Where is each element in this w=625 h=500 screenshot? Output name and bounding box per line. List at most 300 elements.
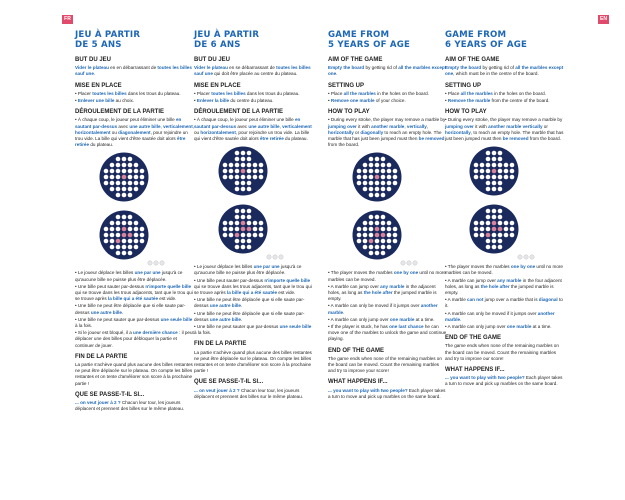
board-hole — [492, 227, 497, 232]
board-hole — [128, 245, 133, 250]
board-hole — [387, 163, 392, 168]
board-hole — [140, 181, 145, 186]
heading-end: FIN DE LA PARTIE — [75, 353, 128, 360]
heading-what-if: QUE SE PASSE-T-IL SI... — [75, 391, 145, 398]
board-hole — [247, 215, 252, 220]
board-hole — [363, 163, 368, 168]
board-hole — [363, 221, 368, 226]
heading-goal: AIM OF THE GAME — [445, 57, 500, 63]
board-hole — [504, 227, 509, 232]
board-hole — [480, 163, 485, 168]
board-hole — [122, 187, 127, 192]
board-hole — [247, 163, 252, 168]
board-hole — [128, 169, 133, 174]
heading-what-if: WHAT HAPPENS IF... — [445, 367, 505, 374]
board-hole — [480, 227, 485, 232]
board-hole — [498, 181, 503, 186]
board-hole — [381, 221, 386, 226]
board-hole — [223, 221, 228, 226]
board-hole — [381, 163, 386, 168]
board-hole — [492, 151, 497, 156]
marble — [413, 261, 417, 265]
board-hole — [104, 227, 109, 232]
marbles-icon — [266, 254, 286, 260]
board-hole — [241, 175, 246, 180]
board-hole — [369, 221, 374, 226]
setup-item: • Place all the marbles in the holes on the board. — [445, 90, 546, 96]
board-hole — [492, 187, 497, 192]
board-hole — [235, 175, 240, 180]
column-en-5 — [328, 30, 448, 401]
board-hole — [474, 233, 479, 238]
marbles-icon — [400, 260, 420, 266]
board-hole — [369, 251, 374, 256]
marble — [148, 261, 152, 265]
board-hole — [480, 169, 485, 174]
board-hole — [235, 181, 240, 186]
board-hole — [486, 169, 491, 174]
play-text: • During every stroke, the player may remove a marble by jumping over it with another marble vertically or horizontally, to reach an empty hole. The marble that has just been jumped must then be removed from the board. — [445, 117, 564, 142]
board-hole — [498, 163, 503, 168]
board-hole — [492, 169, 497, 174]
heading-setup: SETTING UP — [445, 82, 482, 89]
board-hole — [116, 157, 121, 162]
board-hole — [122, 239, 127, 244]
board-hole — [486, 245, 491, 250]
board-illustration — [445, 146, 565, 260]
marble — [401, 261, 405, 265]
board-hole — [223, 169, 228, 174]
what-if-text: ... you want to play with two people? Each player takes a turn to move and pick up marbles on the same board. — [445, 375, 563, 387]
play-text: • À chaque coup, le joueur peut éliminer une bille en sautant par-dessus avec une autre bille, verticalement, horizontalement ou diagonalement, pour rejoindre un trou vide. La bille qui vient d'être sautée doit alors être retirée du plateau. — [75, 117, 195, 148]
board-hole — [128, 239, 133, 244]
board-hole — [259, 175, 264, 180]
board-hole — [357, 233, 362, 238]
board-hole — [375, 221, 380, 226]
section-title: JEU À PARTIR DE 6 ANS — [194, 30, 260, 50]
board-hole — [241, 233, 246, 238]
rule-item: • A marble can only jump over one marble at a time. — [328, 316, 435, 322]
board-hole — [229, 233, 234, 238]
board-hole — [134, 169, 139, 174]
board-hole — [510, 169, 515, 174]
board-hole — [140, 227, 145, 232]
marbles-icon — [147, 260, 167, 266]
rule-item: • Si le joueur est bloqué, il a une dernière chance : il peut déplacer une des billes pour débloquer la partie et continuer de jouer. — [75, 330, 194, 348]
board-hole — [223, 233, 228, 238]
heading-end: FIN DE LA PARTIE — [194, 341, 247, 348]
setup-item: • Placer toutes les billes dans les trous du plateau. — [194, 90, 300, 96]
board-hole — [375, 187, 380, 192]
board-hole — [128, 227, 133, 232]
marble — [524, 255, 528, 259]
board-hole — [486, 181, 491, 186]
board-hole — [253, 227, 258, 232]
board-hole — [247, 175, 252, 180]
board-hole — [486, 157, 491, 162]
board-hole — [486, 151, 491, 156]
board-hole — [498, 169, 503, 174]
rule-item: • A marble can only jump over one marble at a time. — [445, 324, 552, 330]
board-hole — [128, 215, 133, 220]
board-hole — [492, 221, 497, 226]
board-hole — [140, 175, 145, 180]
board-hole — [369, 175, 374, 180]
board-hole — [122, 227, 127, 232]
board-hole — [241, 181, 246, 186]
board-hole — [363, 245, 368, 250]
board-hole — [229, 221, 234, 226]
setup-item: • Remove the marble from the centre of the board. — [445, 98, 550, 104]
board-hole — [134, 227, 139, 232]
board-hole — [110, 175, 115, 180]
board-hole — [375, 251, 380, 256]
board-hole — [122, 233, 127, 238]
board-hole — [387, 181, 392, 186]
rule-item: • The player moves the marbles one by one until no more marbles can be moved. — [445, 264, 563, 276]
board-hole — [110, 187, 115, 192]
board-illustration — [194, 146, 314, 260]
board-hole — [357, 227, 362, 232]
heading-goal: BUT DU JEU — [194, 57, 231, 63]
board-hole — [134, 245, 139, 250]
board-hole — [235, 215, 240, 220]
section-title: GAME FROM 5 YEARS OF AGE — [328, 30, 411, 50]
page-tab-fr: FR — [62, 15, 73, 24]
heading-play: DÉROULEMENT DE LA PARTIE — [194, 109, 284, 116]
play-text: • During every stroke, the player may remove a marble by jumping over it with another marble, vertically, horizontally or diagonally to reach an empty hole. The marble that has just been jumped must then be removed from the board. — [328, 117, 446, 148]
board-hole — [375, 163, 380, 168]
board-hole — [492, 209, 497, 214]
board-hole — [247, 245, 252, 250]
board-hole — [128, 157, 133, 162]
board-hole — [122, 215, 127, 220]
board-hole — [116, 175, 121, 180]
board-hole — [116, 169, 121, 174]
board-hole — [357, 181, 362, 186]
board-hole — [229, 163, 234, 168]
board-hole — [486, 163, 491, 168]
board-hole — [393, 181, 398, 186]
board-hole — [235, 221, 240, 226]
board-hole — [387, 175, 392, 180]
rule-item: • A marble can only be moved if it jumps over another marble. — [445, 310, 555, 322]
board-hole — [235, 157, 240, 162]
board-hole — [498, 215, 503, 220]
board-hole — [241, 209, 246, 214]
board-hole — [393, 227, 398, 232]
board-hole — [229, 227, 234, 232]
board-hole — [375, 181, 380, 186]
rule-item: • Une bille peut sauter par-dessus n'importe quelle bille qui se trouve dans les trous adjacents, tant que le trou qui se trouve après la bille qui a été sautée est vide. — [75, 283, 193, 302]
rule-item: • Le joueur déplace les billes une par une jusqu'à ce qu'aucune bille ne puisse plus être déplacée. — [75, 270, 183, 282]
setup-item: • Place all the marbles in the holes on the board. — [328, 90, 429, 96]
rule-item: • If the player is stuck, he has one last chance he can move one of the marbles to unlock the game and continue playing. — [328, 324, 447, 342]
rule-item: • Une bille peut sauter par-dessus n'importe quelle bille qui se trouve dans les trous adjacents, tant que le trou qui se trouve après la bille qui a été sautée est vide. — [194, 277, 312, 296]
board-hole — [369, 215, 374, 220]
board-hole — [110, 163, 115, 168]
board-bottom — [99, 210, 149, 260]
board-hole — [492, 163, 497, 168]
board-hole — [134, 187, 139, 192]
board-hole — [140, 169, 145, 174]
board-hole — [375, 239, 380, 244]
board-hole — [122, 251, 127, 256]
board-hole — [498, 157, 503, 162]
board-top — [218, 146, 268, 196]
marble — [407, 261, 411, 265]
board-hole — [122, 193, 127, 198]
heading-setup: MISE EN PLACE — [194, 82, 241, 89]
rule-item: • Une bille ne peut être déplacée que si elle saute par-dessus une autre bille. — [194, 310, 305, 322]
board-hole — [122, 181, 127, 186]
board-illustration — [75, 152, 195, 266]
board-hole — [375, 245, 380, 250]
board-hole — [369, 187, 374, 192]
board-hole — [492, 181, 497, 186]
section-title: JEU À PARTIR DE 5 ANS — [75, 30, 141, 50]
heading-end: END OF THE GAME — [445, 335, 502, 342]
heading-end: END OF THE GAME — [328, 347, 385, 354]
setup-item: • Enlever une bille au choix. — [75, 98, 135, 104]
board-hole — [363, 175, 368, 180]
rule-item: • The player moves the marbles one by one until no more marbles can be moved. — [328, 270, 446, 282]
board-hole — [116, 193, 121, 198]
board-hole — [247, 157, 252, 162]
rule-item: • A marble can jump over any marble in the four adjacent holes, as long as the hole after the jumped marble is empty. — [445, 277, 562, 296]
board-hole — [369, 181, 374, 186]
marble — [279, 255, 283, 259]
board-hole — [474, 163, 479, 168]
board-hole — [253, 163, 258, 168]
board-hole — [510, 233, 515, 238]
board-hole — [235, 187, 240, 192]
board-hole — [128, 181, 133, 186]
board-hole — [381, 215, 386, 220]
board-hole — [486, 233, 491, 238]
column-fr-6 — [194, 30, 314, 401]
board-hole — [140, 233, 145, 238]
board-top — [99, 152, 149, 202]
board-bottom — [218, 204, 268, 254]
board-hole — [393, 233, 398, 238]
board-hole — [369, 163, 374, 168]
board-hole — [253, 221, 258, 226]
board-hole — [122, 169, 127, 174]
board-hole — [357, 175, 362, 180]
rule-item: • Une bille ne peut être déplacée que si elle saute par-dessus une autre bille. — [194, 297, 305, 309]
board-hole — [247, 227, 252, 232]
board-hole — [486, 227, 491, 232]
board-hole — [235, 239, 240, 244]
board-hole — [235, 233, 240, 238]
board-hole — [235, 163, 240, 168]
board-hole — [116, 227, 121, 232]
board-hole — [134, 233, 139, 238]
board-hole — [510, 221, 515, 226]
board-hole — [393, 239, 398, 244]
board-hole — [498, 239, 503, 244]
board-hole — [259, 221, 264, 226]
board-hole — [134, 181, 139, 186]
board-hole — [128, 193, 133, 198]
heading-what-if: WHAT HAPPENS IF... — [328, 379, 388, 386]
board-hole — [110, 169, 115, 174]
board-hole — [510, 163, 515, 168]
board-hole — [498, 227, 503, 232]
board-hole — [369, 169, 374, 174]
board-hole — [128, 175, 133, 180]
heading-what-if: QUE SE PASSE-T-IL SI... — [194, 379, 264, 386]
board-top — [352, 152, 402, 202]
board-hole — [134, 239, 139, 244]
play-text: • À chaque coup, le joueur peut éliminer une bille en sautant par-dessus avec une autre bille, verticalement ou horizontalement, pour rejoindre un trou vide. La bille qui vient d'être sautée doit alors être retirée du plateau. — [194, 117, 312, 142]
board-hole — [247, 181, 252, 186]
goal-text: Vider le plateau en se débarrassant de toutes les billes sauf une qui doit être placée au centre du plateau. — [194, 65, 311, 77]
board-hole — [486, 221, 491, 226]
board-hole — [369, 239, 374, 244]
board-hole — [247, 151, 252, 156]
what-if-text: ... on veut jouer à 2 ? Chacun leur tour, les joueurs déplacent et prennent des billes sur le même plateau. — [75, 400, 185, 412]
board-hole — [480, 233, 485, 238]
page-tab-en: EN — [598, 15, 609, 24]
board-hole — [474, 169, 479, 174]
board-hole — [259, 227, 264, 232]
board-hole — [474, 221, 479, 226]
end-text: The game ends when none of the remaining marbles on the board can be moved. Count the remaining marbles and try to improve your score! — [328, 355, 442, 374]
what-if-text: ... you want to play with two people? Each player takes a turn to move and pick up marbles on the same board. — [328, 387, 446, 399]
board-hole — [474, 175, 479, 180]
goal-text: Empty the board by getting rid of all the marbles except one, which must be in the centre of the board. — [445, 65, 564, 77]
board-bottom — [352, 210, 402, 260]
board-hole — [247, 233, 252, 238]
rule-item: • Une bille ne peut sauter que par-dessus une seule bille à la fois. — [194, 324, 312, 336]
board-hole — [375, 215, 380, 220]
board-hole — [381, 245, 386, 250]
marble — [154, 261, 158, 265]
heading-goal: AIM OF THE GAME — [328, 57, 383, 63]
board-hole — [363, 227, 368, 232]
marble — [518, 255, 522, 259]
board-hole — [387, 187, 392, 192]
rule-item: • Une bille ne peut sauter que par-dessus une seule bille à la fois. — [75, 316, 193, 329]
board-hole — [110, 245, 115, 250]
board-hole — [122, 221, 127, 226]
board-hole — [363, 239, 368, 244]
board-hole — [363, 187, 368, 192]
board-hole — [498, 209, 503, 214]
marbles-icon — [517, 254, 537, 260]
board-hole — [116, 187, 121, 192]
board-hole — [235, 245, 240, 250]
board-hole — [375, 157, 380, 162]
board-hole — [229, 175, 234, 180]
board-hole — [259, 169, 264, 174]
board-hole — [492, 175, 497, 180]
column-en-6 — [445, 30, 565, 389]
board-hole — [486, 239, 491, 244]
board-hole — [393, 175, 398, 180]
board-hole — [387, 221, 392, 226]
goal-text: Vider le plateau en en débarrassant de toutes les billes sauf une. — [75, 65, 192, 77]
board-hole — [247, 239, 252, 244]
board-hole — [223, 163, 228, 168]
board-hole — [510, 227, 515, 232]
board-illustration — [328, 152, 448, 266]
board-hole — [116, 233, 121, 238]
board-hole — [110, 227, 115, 232]
heading-setup: MISE EN PLACE — [75, 82, 122, 89]
board-hole — [492, 157, 497, 162]
board-hole — [229, 169, 234, 174]
board-hole — [498, 233, 503, 238]
board-hole — [492, 233, 497, 238]
heading-play: HOW TO PLAY — [445, 109, 487, 116]
what-if-text: ... on veut jouer à 2 ? Chacun leur tour, les joueurs déplacent et prennent des billes sur le même plateau. — [194, 387, 304, 399]
board-hole — [492, 245, 497, 250]
board-hole — [235, 227, 240, 232]
rule-item: • A marble can jump over any marble in the adjacent holes, as long as the hole after the jumped marble is empty. — [328, 283, 437, 302]
board-hole — [387, 169, 392, 174]
heading-goal: BUT DU JEU — [75, 57, 112, 63]
section-title: GAME FROM 6 YEARS OF AGE — [445, 30, 528, 50]
board-hole — [480, 221, 485, 226]
heading-play: HOW TO PLAY — [328, 109, 370, 116]
board-hole — [247, 187, 252, 192]
board-hole — [241, 227, 246, 232]
board-hole — [122, 175, 127, 180]
end-text: La partie s'achève quand plus aucune des billes restantes ne peut être déplacée sur le plateau. On compte les billes restantes et on tente d'améliorer son score à la prochaine partie ! — [75, 362, 193, 386]
board-hole — [104, 169, 109, 174]
board-hole — [381, 251, 386, 256]
board-hole — [134, 221, 139, 226]
board-hole — [247, 221, 252, 226]
board-hole — [492, 239, 497, 244]
board-hole — [381, 233, 386, 238]
end-text: The game ends when none of the remaining marbles on the board can be moved. Count the remaining marbles and try to improve our score! — [445, 343, 559, 361]
board-hole — [241, 157, 246, 162]
board-hole — [235, 169, 240, 174]
goal-text: Empty the board by getting rid of all the marbles except one. — [328, 65, 447, 77]
board-hole — [381, 169, 386, 174]
board-hole — [381, 239, 386, 244]
board-hole — [253, 175, 258, 180]
board-hole — [357, 239, 362, 244]
board-hole — [486, 215, 491, 220]
board-hole — [116, 163, 121, 168]
marble — [160, 261, 164, 265]
board-hole — [110, 239, 115, 244]
board-hole — [140, 239, 145, 244]
heading-play: DÉROULEMENT DE LA PARTIE — [75, 109, 165, 116]
board-hole — [357, 169, 362, 174]
board-hole — [363, 169, 368, 174]
board-hole — [116, 245, 121, 250]
board-hole — [480, 175, 485, 180]
board-hole — [381, 187, 386, 192]
board-top — [469, 146, 519, 196]
board-hole — [235, 151, 240, 156]
board-hole — [116, 239, 121, 244]
board-hole — [363, 233, 368, 238]
board-hole — [116, 221, 121, 226]
board-hole — [387, 245, 392, 250]
board-hole — [241, 215, 246, 220]
heading-setup: SETTING UP — [328, 82, 365, 89]
marble — [273, 255, 277, 259]
board-hole — [375, 233, 380, 238]
board-hole — [116, 215, 121, 220]
